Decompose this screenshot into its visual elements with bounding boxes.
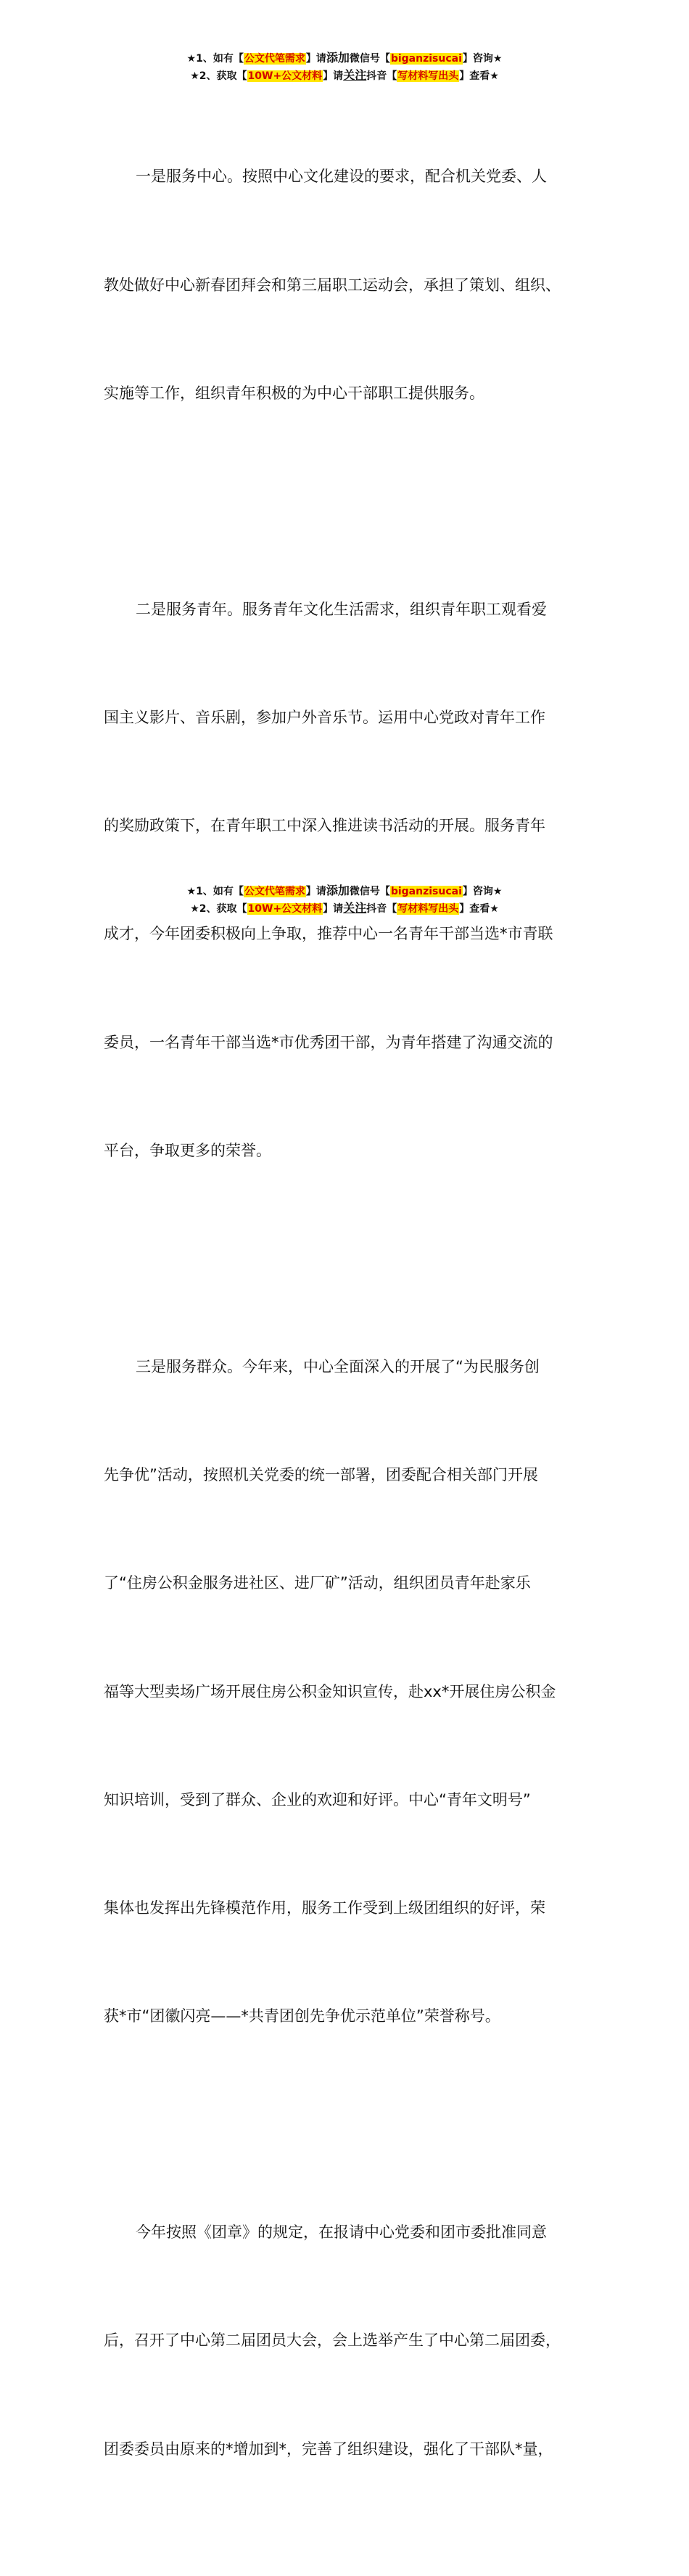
text-line: 平台，争取更多的荣誉。 [104, 1141, 271, 1159]
banner-text: ★2、获取【 [190, 903, 247, 915]
banner-wechat-id: biganzisucai [390, 886, 462, 897]
banner-text: 】咨询★ [462, 886, 503, 897]
banner-highlight: 公文代笔需求 [244, 53, 305, 65]
paragraph-service-center [104, 87, 604, 484]
banner-line-2 [0, 67, 689, 84]
banner-emphasis: 关注 [343, 901, 367, 915]
text-line: 福等大型卖场广场开展住房公积金知识宣传，赴xx*开展住房公积金 [104, 1682, 556, 1700]
banner-text: ★2、获取【 [190, 70, 247, 82]
text-line: 获*市“团徽闪亮——*共青团创先争优示范单位”荣誉称号。 [104, 2007, 500, 2025]
banner-text: 】咨询★ [462, 53, 503, 65]
text-line: 团委委员由原来的*增加到*，完善了组织建设，强化了干部队*量， [104, 2440, 553, 2458]
text-line: 三是服务群众。今年来，中心全面深入的开展了“为民服务创 [136, 1358, 540, 1376]
text-line: 集体也发挥出先锋模范作用，服务工作受到上级团组织的好评，荣 [104, 1898, 545, 1917]
banner-text: 抖音【 [366, 903, 397, 915]
banner-text: 】请 [323, 70, 344, 82]
header-banner [0, 49, 689, 84]
text-line: 今年按照《团章》的规定，在报请中心党委和团市委批准同意 [136, 2223, 547, 2242]
banner-text: 】查看★ [459, 903, 499, 915]
text-line: 实施等工作，组织青年积极的为中心干部职工提供服务。 [104, 384, 484, 402]
banner-highlight: 10W+公文材料 [247, 70, 323, 82]
banner-text: 微信号【 [349, 53, 390, 65]
footer-banner [0, 882, 689, 917]
banner-text: 】请 [305, 886, 326, 897]
text-line: 委员，一名青年干部当选*市优秀团干部，为青年搭建了沟通交流的 [104, 1033, 553, 1051]
banner-text: ★1、如有【 [186, 886, 244, 897]
banner-text: 抖音【 [366, 70, 397, 82]
banner-text: 】查看★ [459, 70, 499, 82]
text-line: 教处做好中心新春团拜会和第三届职工运动会，承担了策划、组织、 [104, 276, 561, 294]
banner-line-1 [0, 882, 689, 900]
banner-emphasis: 添加 [326, 51, 350, 65]
banner-text: ★1、如有【 [186, 53, 244, 65]
banner-text: 微信号【 [349, 886, 390, 897]
banner-douyin-id: 写材料写出头 [397, 903, 459, 915]
banner-emphasis: 关注 [343, 68, 367, 82]
text-line: 的奖励政策下，在青年职工中深入推进读书活动的开展。服务青年 [104, 817, 545, 835]
text-line: 成才，今年团委积极向上争取，推荐中心一名青年干部当选*市青联 [104, 925, 553, 943]
paragraph-service-youth [104, 520, 604, 1241]
banner-highlight: 公文代笔需求 [244, 886, 305, 897]
paragraph-service-public [104, 1277, 604, 2107]
banner-line-2 [0, 900, 689, 917]
banner-text: 】请 [323, 903, 344, 915]
banner-line-1 [0, 49, 689, 67]
banner-highlight: 10W+公文材料 [247, 903, 323, 915]
document-body [104, 87, 604, 2576]
text-line: 知识培训，受到了群众、企业的欢迎和好评。中心“青年文明号” [104, 1790, 531, 1808]
text-line: 了“住房公积金服务进社区、进厂矿”活动，组织团员青年赴家乐 [104, 1574, 531, 1592]
banner-emphasis: 添加 [326, 884, 350, 897]
text-line: 先争优”活动，按照机关党委的统一部署，团委配合相关部门开展 [104, 1466, 538, 1484]
text-line: 后，召开了中心第二届团员大会，会上选举产生了中心第二届团委， [104, 2332, 561, 2350]
text-line: 国主义影片、音乐剧，参加户外音乐节。运用中心党政对青年工作 [104, 709, 545, 727]
banner-text: 】请 [305, 53, 326, 65]
paragraph-organization [104, 2143, 604, 2540]
banner-wechat-id: biganzisucai [390, 53, 462, 65]
text-line: 一是服务中心。按照中心文化建设的要求，配合机关党委、人 [136, 168, 547, 186]
banner-douyin-id: 写材料写出头 [397, 70, 459, 82]
text-line: 二是服务青年。服务青年文化生活需求，组织青年职工观看爱 [136, 601, 547, 619]
